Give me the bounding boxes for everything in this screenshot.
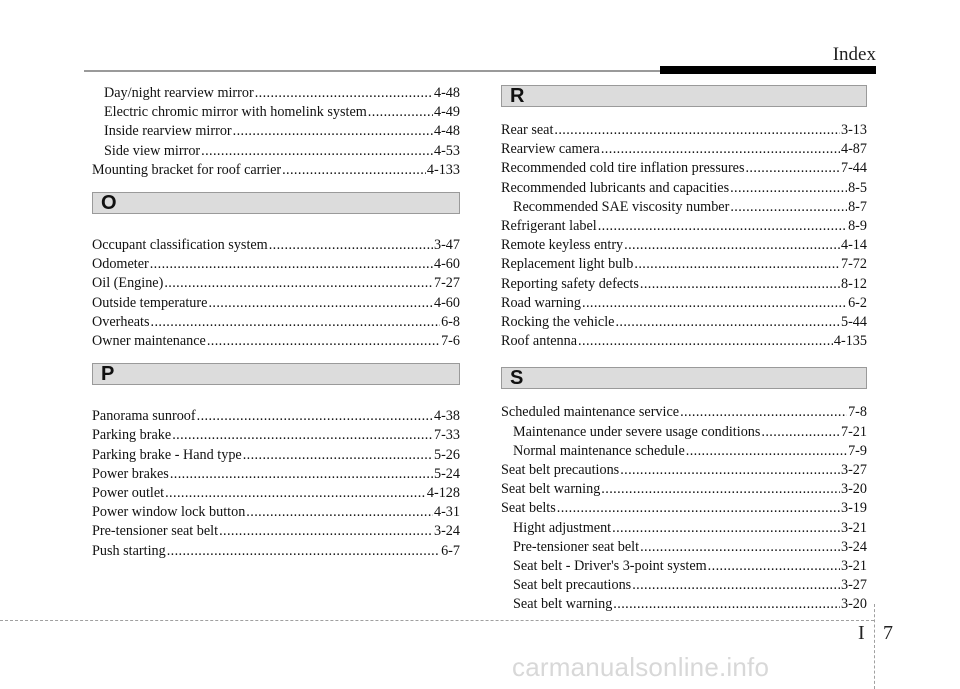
index-entry-text: Push starting [92,542,166,559]
section-letter-bar [501,85,867,107]
header-black-bar [660,66,876,74]
index-entry[interactable] [92,161,460,180]
index-entry-page: 4-133 [426,161,460,178]
index-entry-text: Day/night rearview mirror [104,85,254,101]
index-entry-page: 4-60 [433,256,460,273]
header-title: Index [832,44,876,65]
section-letter: O [101,191,117,214]
index-entry[interactable] [501,332,867,351]
watermark: carmanualsonline.info [512,652,770,682]
index-entry-page: 8-12 [840,275,867,292]
index-entry[interactable] [501,198,867,217]
left-column [92,84,460,561]
index-entry-page: 7-72 [840,256,867,273]
index-entry-page: 8-9 [848,218,867,235]
leader-dots [164,274,433,293]
index-entry[interactable] [92,313,460,332]
index-entry-text: Occupant classification system [92,237,268,254]
leader-dots [282,161,426,180]
index-entry[interactable] [92,446,460,465]
index-entry-page: 3-20 [840,596,867,613]
leader-dots [708,557,840,576]
index-entry-page: 4-128 [426,485,460,502]
index-entry-page: 4-87 [840,141,867,158]
leader-dots [640,538,840,557]
index-entry[interactable] [501,480,867,499]
index-entry-page: 7-8 [848,404,867,421]
index-entry[interactable] [501,519,867,538]
leader-dots [578,332,833,351]
index-entry-page: 3-21 [840,558,867,575]
index-entry-text: Scheduled maintenance service [501,404,680,421]
index-entry-page: 3-24 [433,523,460,540]
leader-dots [640,275,840,294]
leader-dots [686,442,847,461]
index-entry-page: 4-48 [433,123,460,140]
index-entry[interactable] [501,275,867,294]
leader-dots [150,255,433,274]
leader-dots [634,255,840,274]
index-entry-text: Seat belt - Driver's 3-point system [513,558,707,575]
index-entry-text: Electric chromic mirror with homelink system [104,104,367,121]
index-entry-page: 7-27 [433,275,460,292]
leader-dots [730,198,847,217]
index-entry-text: Seat belt warning [513,596,613,613]
index-entry-page: 3-27 [840,577,867,594]
index-entry[interactable] [501,442,867,461]
leader-dots [368,103,433,122]
index-entry-text: Road warning [501,294,581,311]
index-entry[interactable] [501,595,867,614]
index-entry-text: Power brakes [92,465,169,482]
leader-dots [207,332,440,351]
leader-dots [554,121,840,140]
index-entry-text: Inside rearview mirror [104,123,232,140]
leader-dots [172,426,433,445]
leader-dots [246,503,433,522]
index-entry-text: Roof antenna [501,333,578,350]
index-entry[interactable] [92,484,460,503]
index-entry[interactable] [92,274,460,293]
index-entry[interactable] [92,122,460,141]
index-entry[interactable] [501,294,867,313]
index-entry-page: 4-31 [433,504,460,521]
index-entry-page: 4-53 [433,142,460,159]
index-entry[interactable] [92,236,460,255]
leader-dots [632,576,840,595]
index-entry-page: 4-14 [840,237,867,254]
index-entry-page: 7-9 [848,442,867,459]
index-entry-text: Seat belt precautions [501,462,620,479]
index-entry[interactable] [92,542,460,561]
index-entry-page: 3-19 [840,500,867,517]
leader-dots [598,217,847,236]
index-entry-text: Power outlet [92,485,165,502]
leader-dots [233,122,433,141]
index-entry[interactable] [501,217,867,236]
leader-dots [557,499,840,518]
index-entry-page: 4-60 [433,294,460,311]
index-entry-text: Pre-tensioner seat belt [92,523,219,540]
leader-dots [624,236,840,255]
leader-dots [255,84,433,103]
index-entry[interactable] [501,557,867,576]
index-entry-text: Normal maintenance schedule [513,442,685,459]
index-entry[interactable] [501,403,867,422]
index-entry-page: 6-7 [441,542,460,559]
index-entry-page: 8-5 [848,179,867,196]
index-entry-page: 4-49 [433,104,460,121]
index-entry[interactable] [92,465,460,484]
index-entry-text: Outside temperature [92,294,208,311]
index-entry[interactable] [501,140,867,159]
leader-dots [197,407,433,426]
index-entry-page: 7-44 [840,160,867,177]
index-entry-text: Panorama sunroof [92,408,196,425]
right-column [501,85,867,615]
index-entry[interactable] [92,103,460,122]
index-entry-text: Recommended SAE viscosity number [513,198,730,215]
footer-dashed-divider [874,604,875,689]
leader-dots [613,595,840,614]
index-entry-text: Seat belt precautions [513,577,632,594]
footer-dashed-rule [0,620,874,621]
index-entry-page: 7-33 [433,427,460,444]
index-entry-page: 6-8 [441,313,460,330]
index-entry-page: 5-44 [840,314,867,331]
leader-dots [615,313,840,332]
index-entry[interactable] [501,179,867,198]
leader-dots [582,294,847,313]
section-letter: R [510,84,525,107]
index-entry-page: 7-6 [441,333,460,350]
leader-dots [269,236,433,255]
index-entry[interactable] [501,236,867,255]
index-entry-text: Hight adjustment [513,519,612,536]
leader-dots [620,461,840,480]
index-entry[interactable] [92,503,460,522]
index-entry[interactable] [501,499,867,518]
section-letter: P [101,362,115,385]
index-entry-text: Parking brake [92,427,172,444]
leader-dots [612,519,840,538]
header-rule [84,70,660,72]
index-entry-text: Maintenance under severe usage conditions [513,423,761,440]
index-entry-page: 4-48 [433,85,460,101]
leader-dots [243,446,433,465]
index-entry[interactable] [92,332,460,351]
index-entry-text: Recommended lubricants and capacities [501,179,730,196]
index-entry[interactable] [501,121,867,140]
index-entry-text: Remote keyless entry [501,237,624,254]
index-entry-text: Power window lock button [92,504,246,521]
index-entry-page: 3-21 [840,519,867,536]
index-entry-text: Pre-tensioner seat belt [513,538,640,555]
leader-dots [165,484,426,503]
index-entry[interactable] [501,461,867,480]
index-entry-page: 3-24 [840,538,867,555]
index-entry[interactable] [92,407,460,426]
index-entry-text: Seat belt warning [501,481,601,498]
index-entry[interactable] [501,576,867,595]
index-entry[interactable] [92,142,460,161]
index-entry-text: Refrigerant label [501,218,597,235]
index-entry[interactable] [501,159,867,178]
index-entry-text: Rocking the vehicle [501,314,615,331]
index-entry-page: 3-13 [840,122,867,138]
leader-dots [601,480,840,499]
index-entry-page: 6-2 [848,294,867,311]
index-entry[interactable] [92,426,460,445]
leader-dots [208,294,433,313]
index-entry-text: Owner maintenance [92,333,206,350]
index-entry-text: Reporting safety defects [501,275,639,292]
index-entry-page: 3-27 [840,462,867,479]
index-entry-text: Mounting bracket for roof carrier [92,161,282,178]
leader-dots [601,140,840,159]
index-entry-text: Seat belts [501,500,556,517]
leader-dots [167,542,440,561]
leader-dots [201,142,433,161]
index-entry-text: Recommended cold tire inflation pressures [501,160,745,177]
index-entry-page: 8-7 [848,198,867,215]
leader-dots [680,403,847,422]
index-entry-text: Odometer [92,256,149,273]
section-letter: S [510,366,524,389]
index-entry[interactable] [92,84,460,103]
index-entry[interactable] [501,313,867,332]
section-letter-bar [92,363,460,385]
footer-index-letter: I [858,622,865,644]
index-entry[interactable] [501,538,867,557]
index-entry-text: Rearview camera [501,141,600,158]
leader-dots [745,159,840,178]
index-entry[interactable] [92,522,460,541]
section-letter-bar [501,367,867,389]
index-entry-text: Replacement light bulb [501,256,634,273]
index-entry-page: 4-38 [433,408,460,425]
index-entry-text: Rear seat [501,122,554,138]
index-entry-text: Overheats [92,313,150,330]
index-entry-page: 5-26 [433,446,460,463]
index-entry-text: Oil (Engine) [92,275,164,292]
index-entry[interactable] [92,255,460,274]
footer-page-number: 7 [883,622,893,644]
leader-dots [219,522,433,541]
index-entry-text: Side view mirror [104,142,201,159]
leader-dots [761,423,840,442]
index-entry[interactable] [501,423,867,442]
index-entry-page: 3-47 [433,237,460,254]
index-entry-page: 3-20 [840,481,867,498]
leader-dots [170,465,433,484]
leader-dots [151,313,441,332]
index-entry-page: 7-21 [840,423,867,440]
index-entry-page: 4-135 [833,333,867,350]
index-entry-page: 5-24 [433,465,460,482]
index-entry[interactable] [92,294,460,313]
section-letter-bar [92,192,460,214]
index-entry[interactable] [501,255,867,274]
index-entry-text: Parking brake - Hand type [92,446,242,463]
leader-dots [730,179,847,198]
